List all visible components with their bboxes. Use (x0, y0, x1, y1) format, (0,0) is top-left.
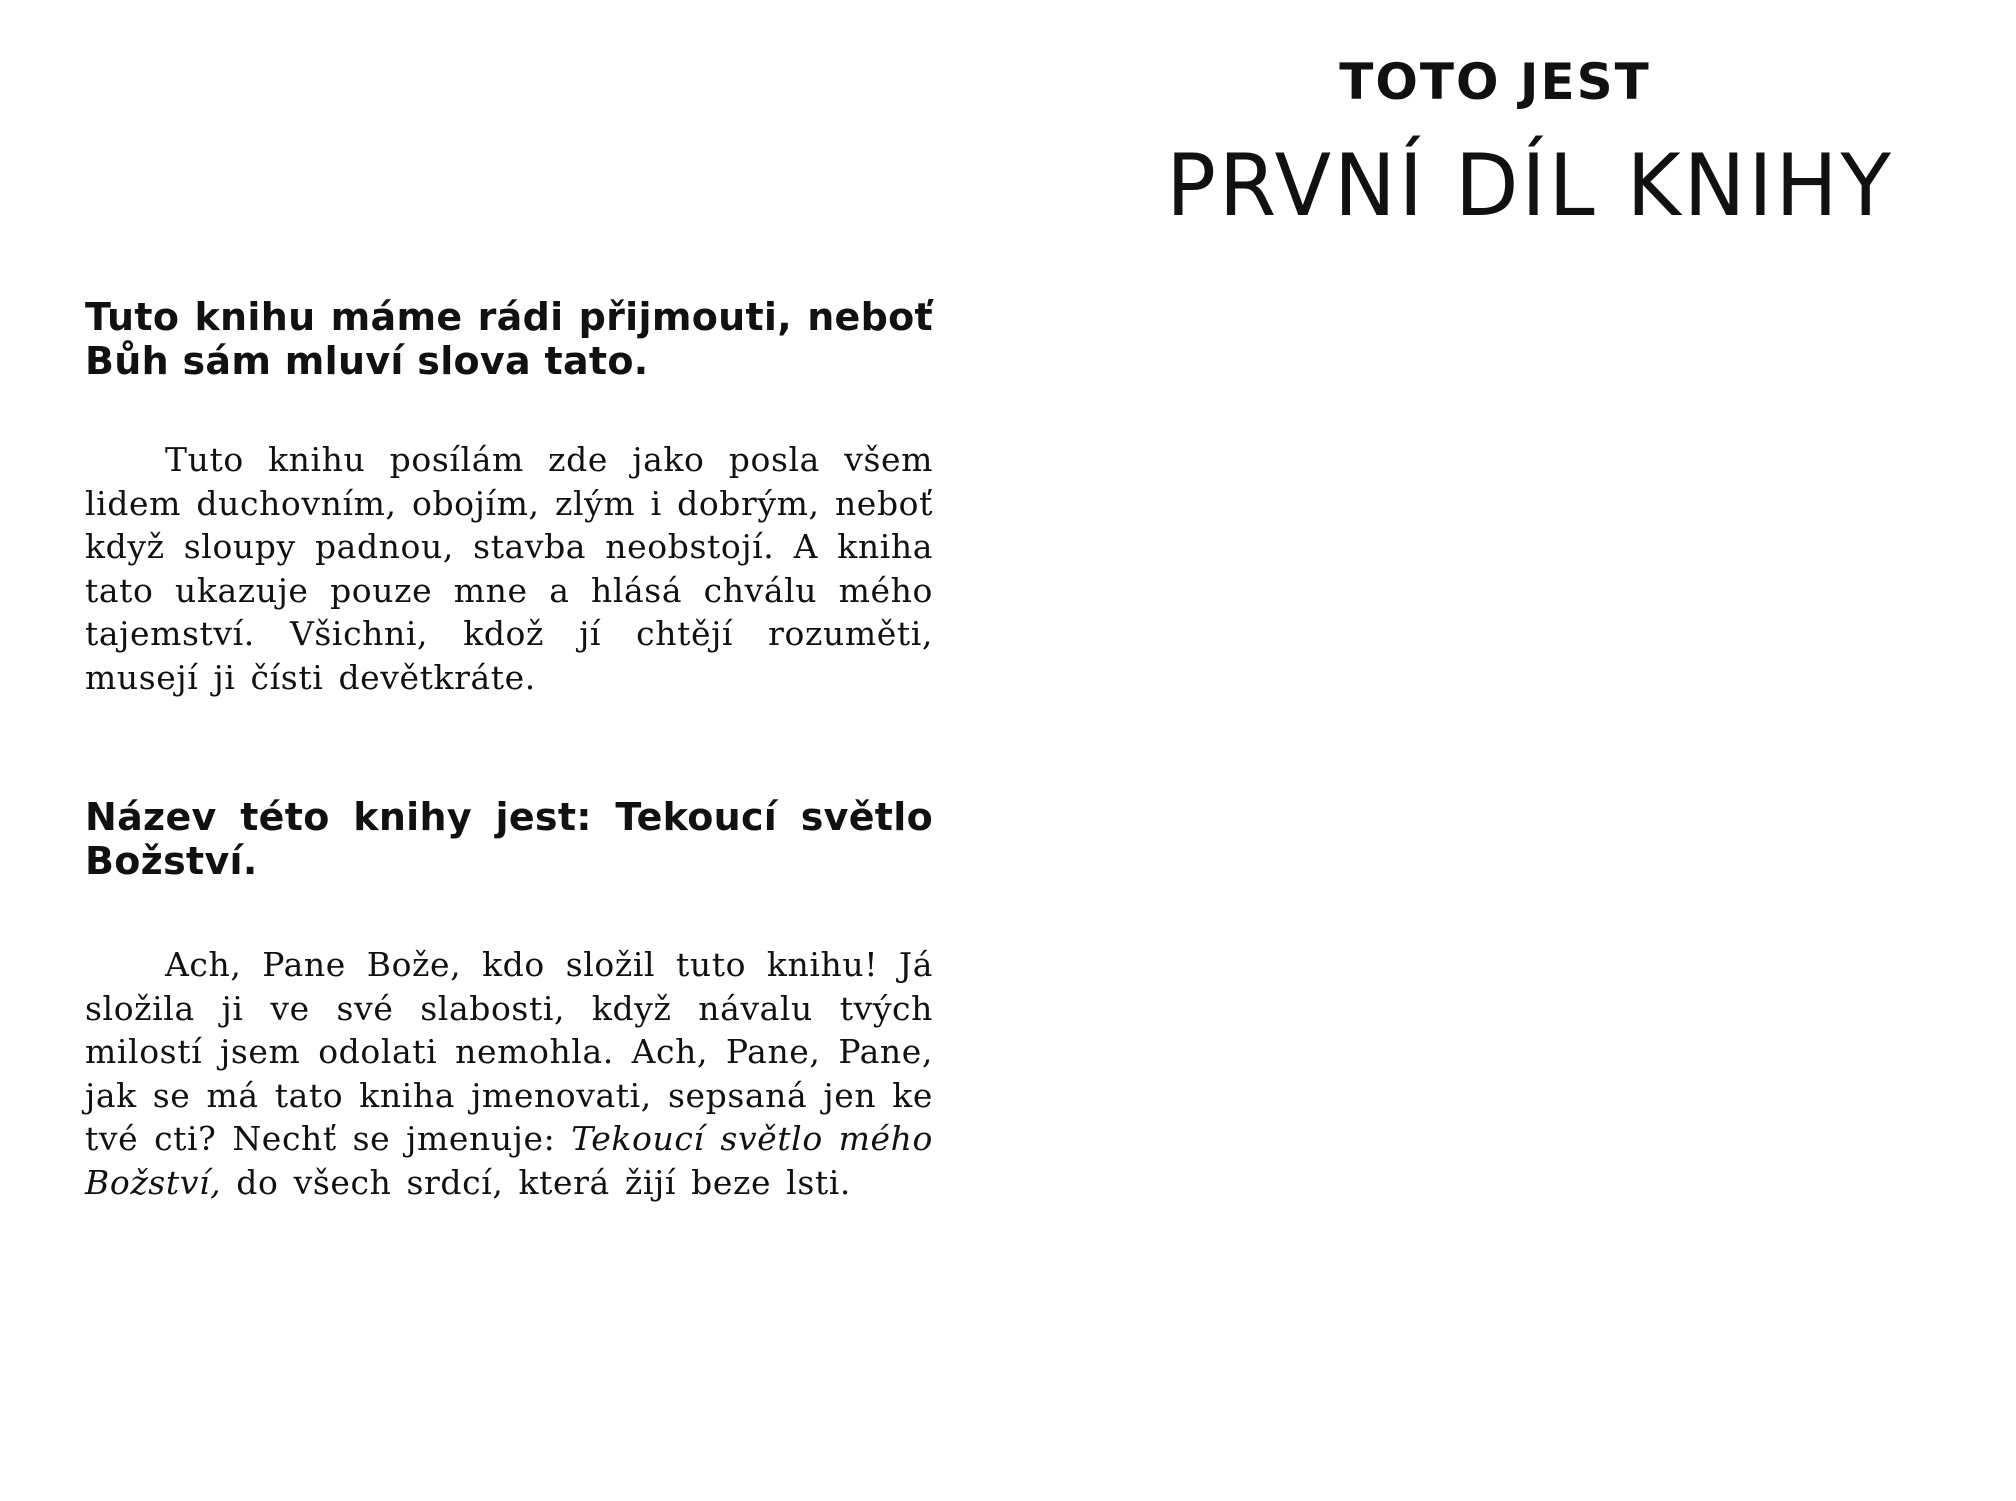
paragraph-book-naming (85, 943, 933, 1204)
paragraph-book-messenger: Tuto knihu posílám zde jako posla všem lidem duchovním, obojím, zlým i dobrým, neboť když sloupy padnou, stavba neobstojí. A kniha tato ukazuje pouze mne a hlásá chválu mého tajemství. Všichni, kdož jí chtějí rozuměti, musejí ji čísti devětkráte. (85, 440, 933, 697)
paragraph-text-start: Ach, Pane Bože, kdo složil tuto knihu! Já složila ji ve své slabosti, když návalu tvých milostí jsem odolati nemohla. Ach, Pane, Pane, jak se má tato kniha jmenovati, sepsaná jen ke tvé cti? Nechť se jmenuje: (85, 945, 933, 1158)
book-title-italic: Tekoucí světlo mého Božství, (85, 1119, 933, 1202)
paragraph-text-end: do všech srdcí, která žijí beze lsti. (221, 1162, 851, 1202)
right-page (1080, 50, 1960, 296)
part-title: PRVNÍ DÍL KNIHY (1166, 136, 1894, 236)
left-page (85, 295, 933, 1204)
section-heading-accept-book: Tuto knihu máme rádi přijmouti, neboť Bůh sám mluví slova tato. (85, 295, 933, 383)
section-heading-book-name: Název této knihy jest: Tekoucí světlo Božství. (85, 795, 933, 883)
title-kicker: TOTO JEST (1339, 53, 1651, 111)
